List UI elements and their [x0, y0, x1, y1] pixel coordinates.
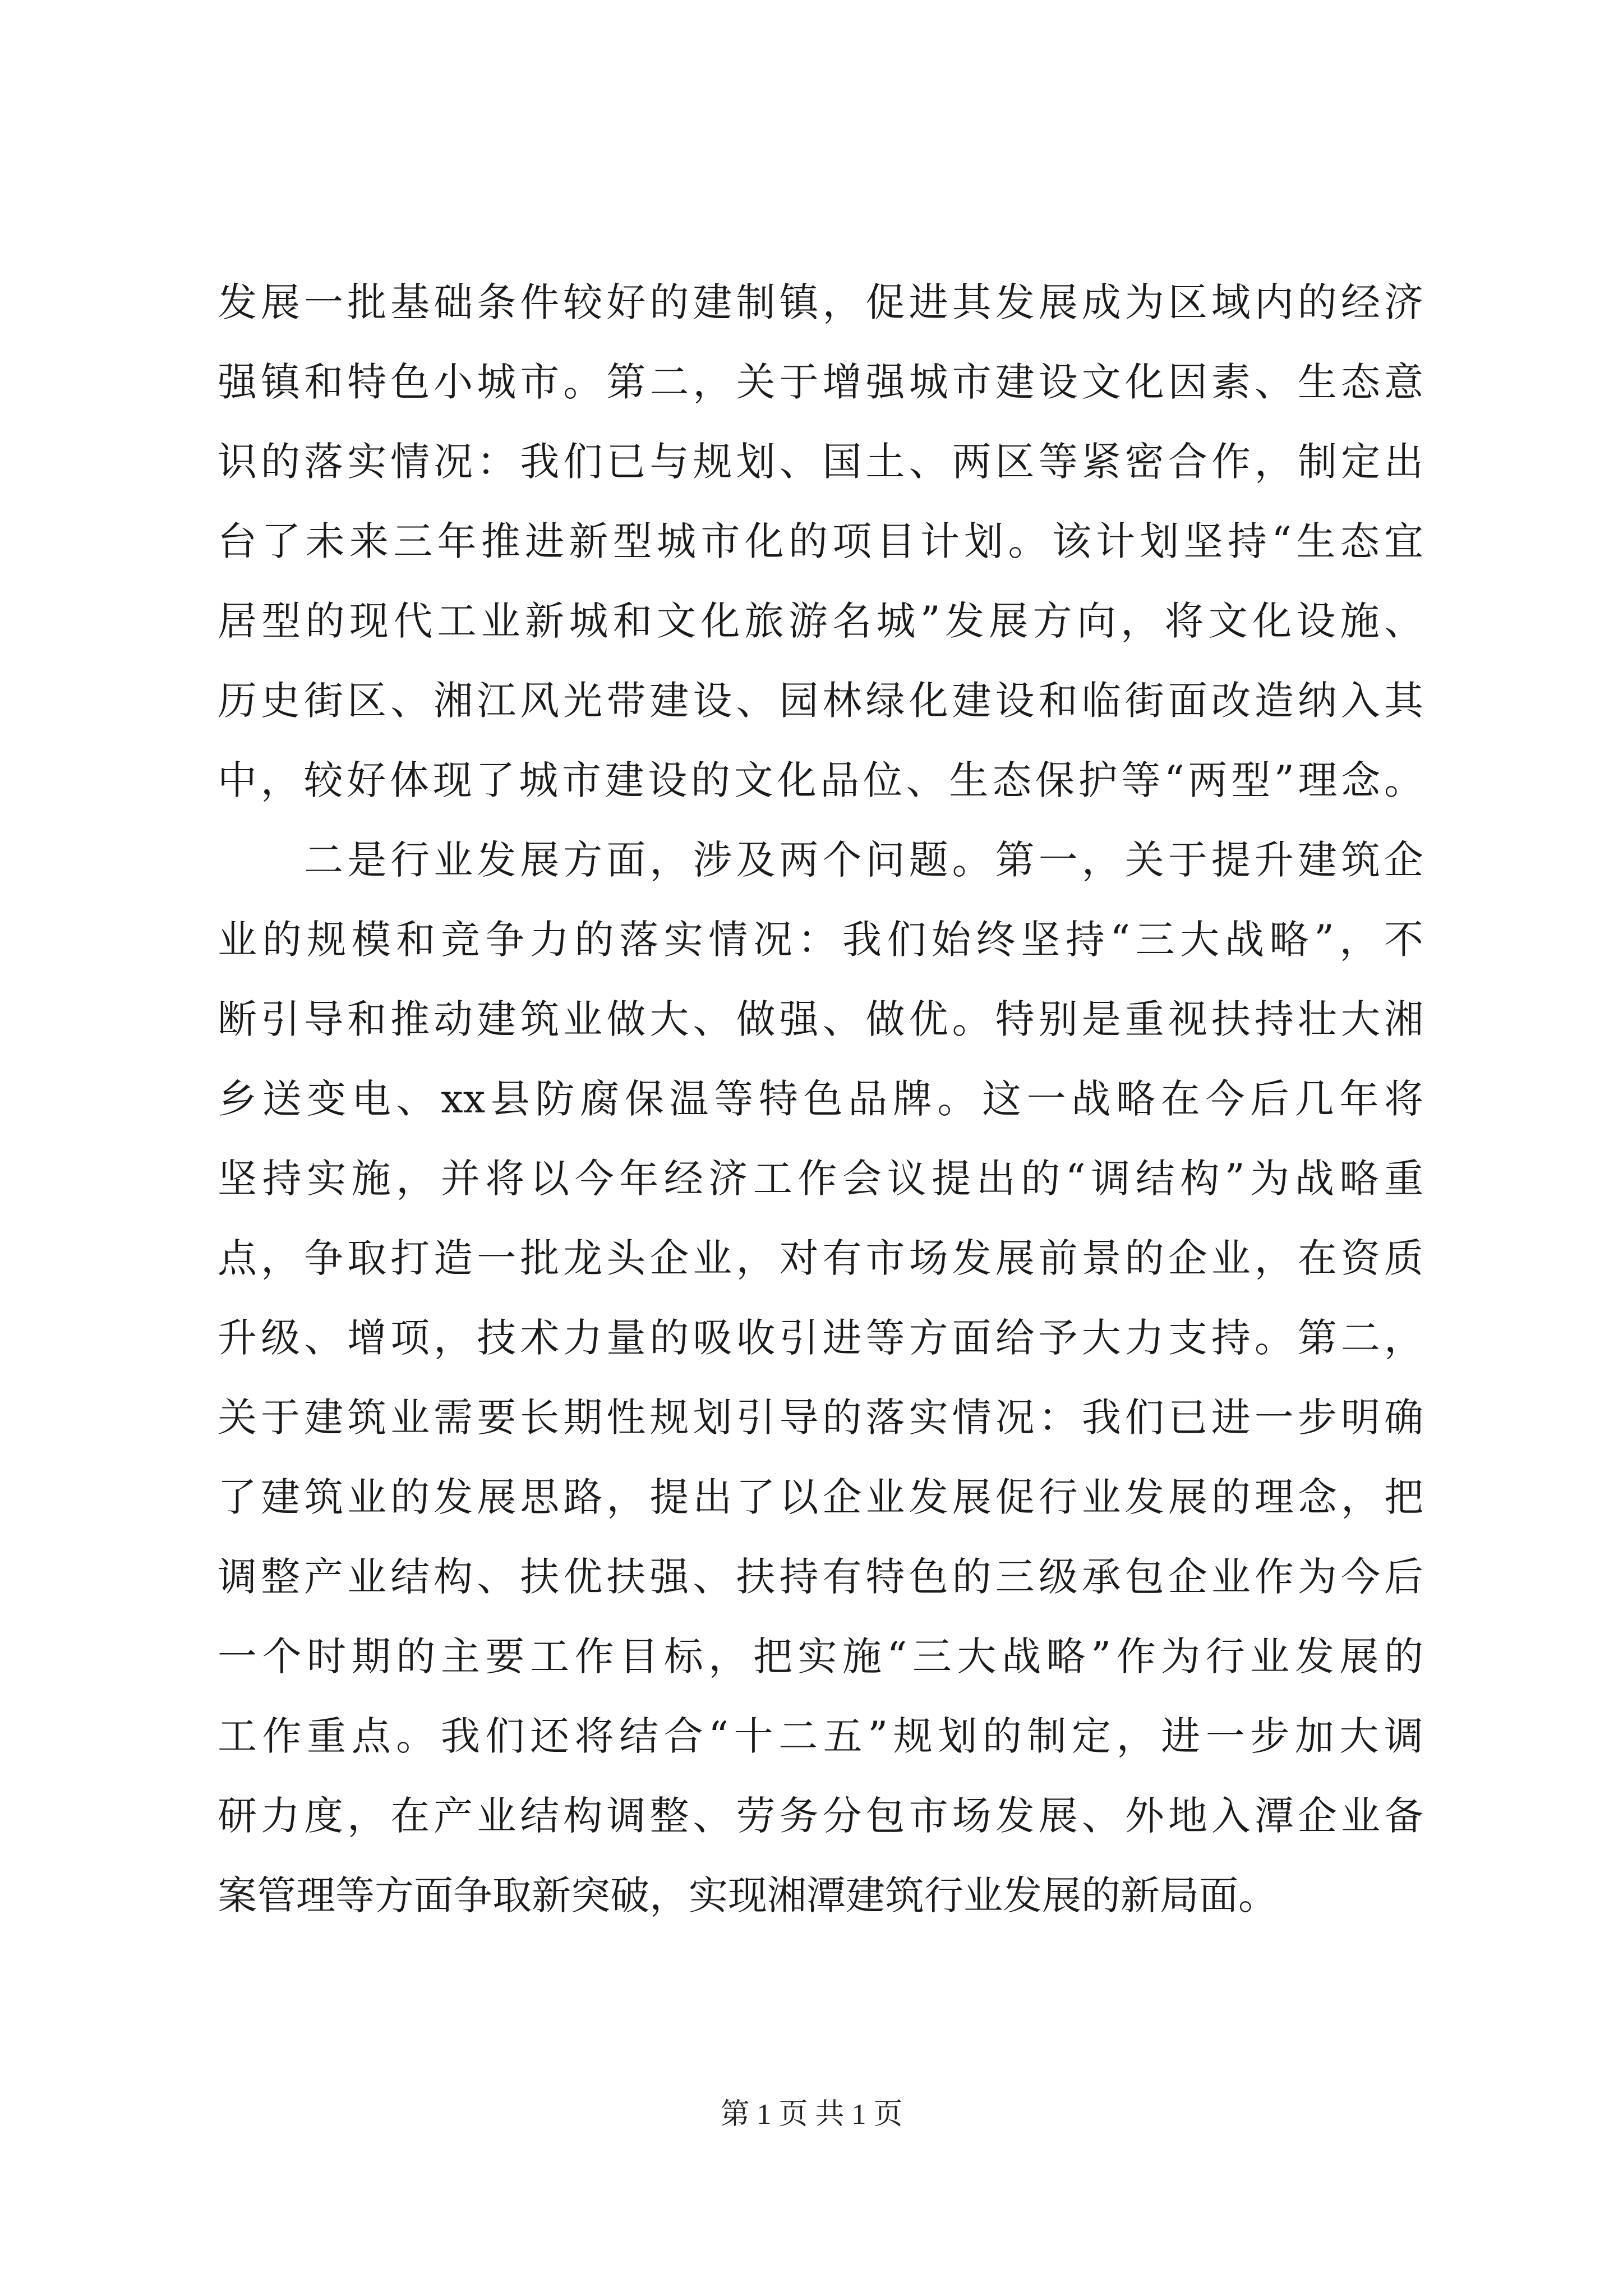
text-line: 发展一批基础条件较好的建制镇，促进其发展成为区域内的经济 — [218, 279, 1423, 325]
text-line: 居型的现代工业新城和文化旅游名城”发展方向，将文化设施、 — [218, 598, 1423, 644]
text-line: 乡送变电、xx县防腐保温等特色品牌。这一战略在今后几年将 — [218, 1076, 1423, 1122]
text-line: 台了未来三年推进新型城市化的项目计划。该计划坚持“生态宜 — [218, 518, 1423, 564]
text-line: 历史街区、湘江风光带建设、园林绿化建设和临街面改造纳入其 — [218, 678, 1423, 724]
text-line: 升级、增项，技术力量的吸收引进等方面给予大力支持。第二， — [218, 1315, 1423, 1361]
text-line: 点，争取打造一批龙头企业，对有市场发展前景的企业，在资质 — [218, 1235, 1423, 1281]
text-line: 坚持实施，并将以今年经济工作会议提出的“调结构”为战略重 — [218, 1156, 1423, 1202]
text-line: 了建筑业的发展思路，提出了以企业发展促行业发展的理念，把 — [218, 1474, 1423, 1520]
text-line: 工作重点。我们还将结合“十二五”规划的制定，进一步加大调 — [218, 1713, 1423, 1759]
text-line: 识的落实情况：我们已与规划、国土、两区等紧密合作，制定出 — [218, 439, 1423, 485]
text-line: 一个时期的主要工作目标，把实施“三大战略”作为行业发展的 — [218, 1634, 1423, 1680]
text-line: 调整产业结构、扶优扶强、扶持有特色的三级承包企业作为今后 — [218, 1554, 1423, 1600]
text-line: 案管理等方面争取新突破，实现湘潭建筑行业发展的新局面。 — [218, 1872, 1278, 1918]
page-number-footer: 第 1 页 共 1 页 — [720, 2099, 903, 2131]
text-line: 二是行业发展方面，涉及两个问题。第一，关于提升建筑企 — [218, 837, 1423, 883]
text-line: 关于建筑业需要长期性规划引导的落实情况：我们已进一步明确 — [218, 1395, 1423, 1441]
text-line: 断引导和推动建筑业做大、做强、做优。特别是重视扶持壮大湘 — [218, 996, 1423, 1042]
body-text — [218, 263, 1423, 1935]
text-line: 中，较好体现了城市建设的文化品位、生态保护等“两型”理念。 — [218, 757, 1423, 803]
text-line: 研力度，在产业结构调整、劳务分包市场发展、外地入潭企业备 — [218, 1793, 1423, 1839]
text-line: 强镇和特色小城市。第二，关于增强城市建设文化因素、生态意 — [218, 359, 1423, 405]
text-line: 业的规模和竞争力的落实情况：我们始终坚持“三大战略”，不 — [218, 917, 1423, 963]
